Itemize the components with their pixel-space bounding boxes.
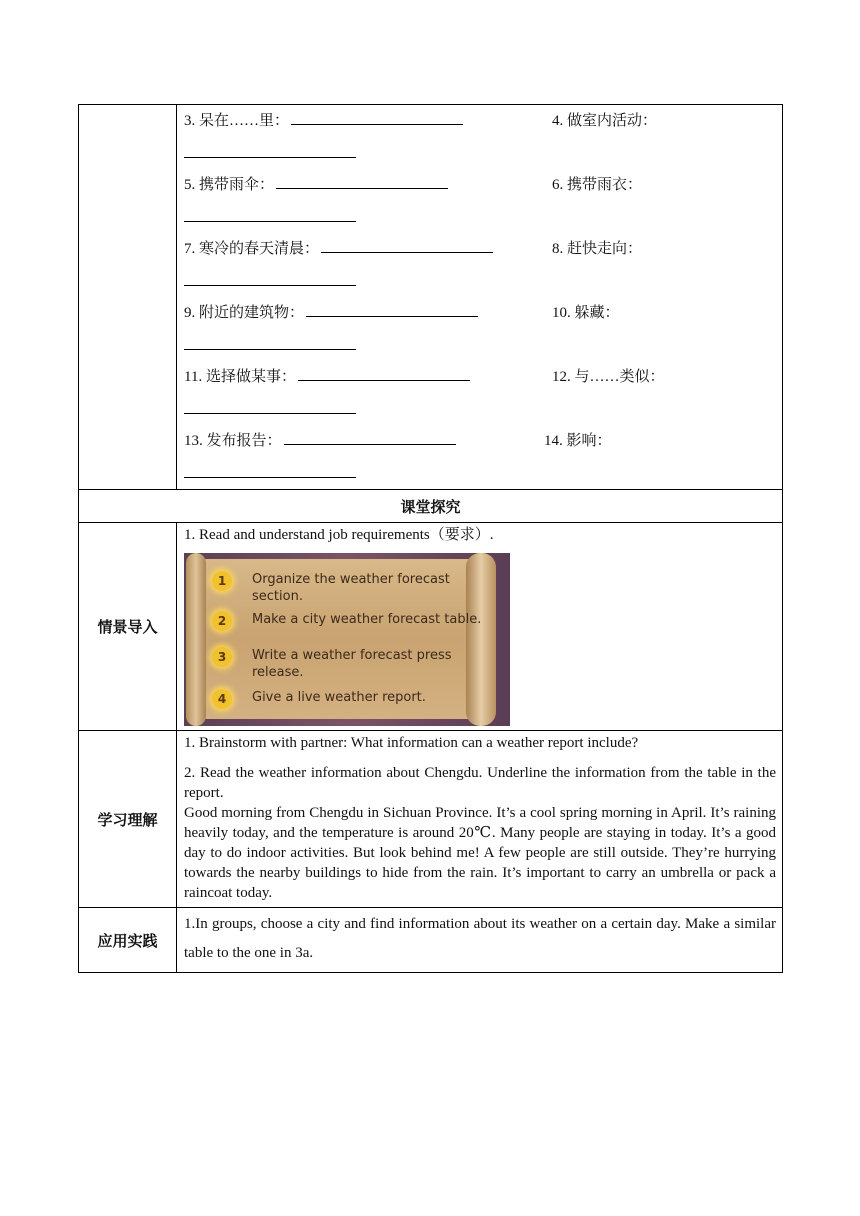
- section-header-row: [79, 490, 783, 523]
- answer-blank[interactable]: [184, 459, 356, 478]
- vocab-label-cell: [79, 105, 177, 490]
- answer-blank[interactable]: [184, 395, 356, 414]
- number-badge: 3: [212, 647, 232, 667]
- practice-label: 应用实践: [79, 908, 177, 973]
- vocab-item: 8. 赶快走向：: [552, 241, 643, 257]
- vocab-cell: [177, 105, 783, 490]
- section-title: 课堂探究: [79, 490, 783, 523]
- vocab-item: 3. 呆在……里：: [184, 109, 463, 130]
- vocab-item: 9. 附近的建筑物：: [184, 301, 478, 322]
- vocab-line: [184, 361, 776, 425]
- answer-blank[interactable]: [184, 203, 356, 222]
- answer-blank[interactable]: [276, 173, 448, 189]
- vocab-item: 14. 影响：: [544, 433, 612, 449]
- requirement-item: 4 Give a live weather report.: [212, 689, 452, 709]
- vocab-item: 6. 携带雨衣：: [552, 177, 643, 193]
- scroll-roll-left: [186, 553, 206, 726]
- vocab-line: [184, 169, 776, 233]
- situation-row: [79, 523, 783, 731]
- learning-label: 学习理解: [79, 731, 177, 908]
- learning-content: [177, 731, 783, 908]
- answer-blank[interactable]: [291, 109, 463, 125]
- scroll-roll-right: [466, 553, 496, 726]
- brainstorm-question: 1. Brainstorm with partner: What information can a weather report include?: [184, 735, 639, 751]
- situation-content: [177, 523, 783, 731]
- answer-blank[interactable]: [298, 365, 470, 381]
- vocab-line: [184, 297, 776, 361]
- requirement-item: 2 Make a city weather forecast table.: [212, 611, 482, 631]
- number-badge: 2: [212, 611, 232, 631]
- vocab-item: 12. 与……类似：: [552, 369, 665, 385]
- situation-label: 情景导入: [79, 523, 177, 731]
- answer-blank[interactable]: [321, 237, 493, 253]
- answer-blank[interactable]: [306, 301, 478, 317]
- number-badge: 1: [212, 571, 232, 591]
- vocab-item: 5. 携带雨伞：: [184, 173, 448, 194]
- worksheet-table: [78, 104, 783, 973]
- situation-instruction: 1. Read and understand job requirements（要求）.: [184, 527, 494, 543]
- reading-task: 2. Read the weather information about Chengdu. Underline the information from the table in the report.: [184, 765, 776, 801]
- vocab-item: 11. 选择做某事：: [184, 365, 470, 386]
- vocab-item: 4. 做室内活动：: [552, 113, 658, 129]
- vocab-line: [184, 105, 776, 169]
- answer-blank[interactable]: [184, 139, 356, 158]
- learning-row: [79, 731, 783, 908]
- number-badge: 4: [212, 689, 232, 709]
- vocab-item: 7. 寒冷的春天清晨：: [184, 237, 493, 258]
- vocab-item: 10. 躲藏：: [552, 305, 620, 321]
- practice-content: 1.In groups, choose a city and find information about its weather on a certain day. Make a similar table to the one in 3a.: [177, 908, 783, 973]
- answer-blank[interactable]: [184, 267, 356, 286]
- answer-blank[interactable]: [184, 331, 356, 350]
- vocab-line: [184, 425, 776, 489]
- vocab-row: [79, 105, 783, 490]
- practice-row: [79, 908, 783, 973]
- requirement-item: 1 Organize the weather forecast section.: [212, 571, 452, 605]
- reading-passage: Good morning from Chengdu in Sichuan Province. It’s a cool spring morning in April. It’s raining heavily today, and the temperature is around 20℃. Many people are staying in today. It’s a good day to do indoor activities. But look behind me! A few people are still outside. They’re hurrying towards the nearby buildings to hide from the rain. It’s important to carry an umbrella or pack a raincoat today.: [184, 805, 776, 901]
- job-requirements-image: [184, 553, 510, 726]
- requirement-item: 3 Write a weather forecast press release.: [212, 647, 452, 681]
- vocab-line: [184, 233, 776, 297]
- vocab-item: 13. 发布报告：: [184, 429, 456, 450]
- answer-blank[interactable]: [284, 429, 456, 445]
